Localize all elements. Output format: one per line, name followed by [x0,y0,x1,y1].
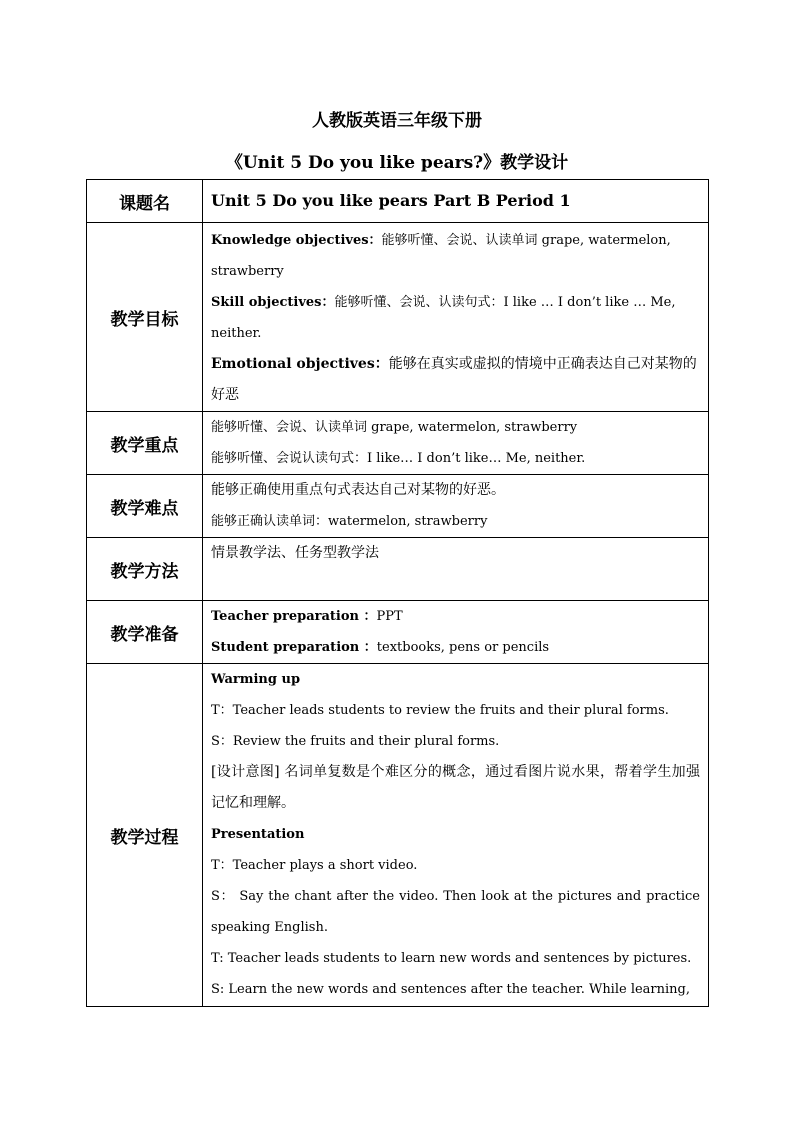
table-row-methods [87,538,709,601]
row-value-difficulties [203,475,709,538]
difficulty-line: 能够正确使用重点句式表达自己对某物的好恶。 [211,482,505,498]
key-point-line: 能够听懂、会说认读句式：I like… I don’t like… Me, neither. [211,451,586,466]
student-preparation-text: textbooks, pens or pencils [376,640,550,655]
teacher-preparation [211,601,700,632]
row-label-objectives: 教学目标 [87,223,203,412]
process-line: T：Teacher plays a short video. [211,858,418,873]
emotional-text: 能够在真实或虚拟的情境中正确表达自己对某物的好恶 [211,356,697,403]
process-line: T: Teacher leads students to learn new words and sentences by pictures. [211,951,692,966]
row-label-preparation: 教学准备 [87,601,203,664]
student-preparation [211,632,700,663]
skill-text: 能够听懂、会说、认读句式：I like … I don’t like … Me, neither. [211,295,676,341]
student-preparation-label: Student preparation ： [211,640,377,655]
warming-up-heading: Warming up [211,672,301,687]
row-value-key-points [203,412,709,475]
knowledge-objectives [211,223,700,287]
row-label-difficulties: 教学难点 [87,475,203,538]
row-value-process [203,664,709,1007]
row-label-methods: 教学方法 [87,538,203,601]
unit-title: Unit 5 Do you like pears Part B Period 1 [211,191,571,210]
document-title: 人教版英语三年级下册 [312,111,482,131]
process-line: S： Say the chant after the video. Then look at the pictures and practice speaking English. [211,889,700,935]
table-row-key-points [87,412,709,475]
row-label-key-points: 教学重点 [87,412,203,475]
row-value-preparation [203,601,709,664]
row-value-topic [203,180,709,223]
teacher-preparation-label: Teacher preparation ： [211,609,377,624]
row-label-process: 教学过程 [87,664,203,1007]
row-label-topic: 课题名 [87,180,203,223]
teacher-preparation-text: PPT [376,609,403,624]
presentation-heading: Presentation [211,827,305,842]
document-subtitle: 《Unit 5 Do you like pears?》教学设计 [225,153,569,173]
lesson-plan-table [86,179,709,1007]
emotional-label: Emotional objectives： [211,356,389,372]
process-line: T：Teacher leads students to review the fruits and their plural forms. [211,703,669,718]
table-row-topic [87,180,709,223]
table-row-process [87,664,709,1007]
skill-label: Skill objectives： [211,295,335,310]
table-row-preparation [87,601,709,664]
process-line: S：Review the fruits and their plural forms. [211,734,500,749]
row-value-objectives [203,223,709,412]
knowledge-label: Knowledge objectives： [211,233,382,248]
difficulty-line: 能够正确认读单词：watermelon, strawberry [211,514,488,529]
knowledge-text: 能够听懂、会说、认读单词 grape, watermelon, strawberry [211,233,671,279]
row-value-methods [203,538,709,601]
emotional-objectives [211,349,700,411]
table-row-difficulties [87,475,709,538]
key-point-line: 能够听懂、会说、认读单词 grape, watermelon, strawberry [211,420,578,435]
design-intent: [设计意图] 名词单复数是个难区分的概念，通过看图片说水果，帮着学生加强记忆和理解。 [211,764,700,811]
skill-objectives [211,287,700,349]
table-row-objectives [87,223,709,412]
method-line: 情景教学法、任务型教学法 [211,545,379,561]
process-line: S: Learn the new words and sentences after the teacher. While learning, [211,982,691,997]
